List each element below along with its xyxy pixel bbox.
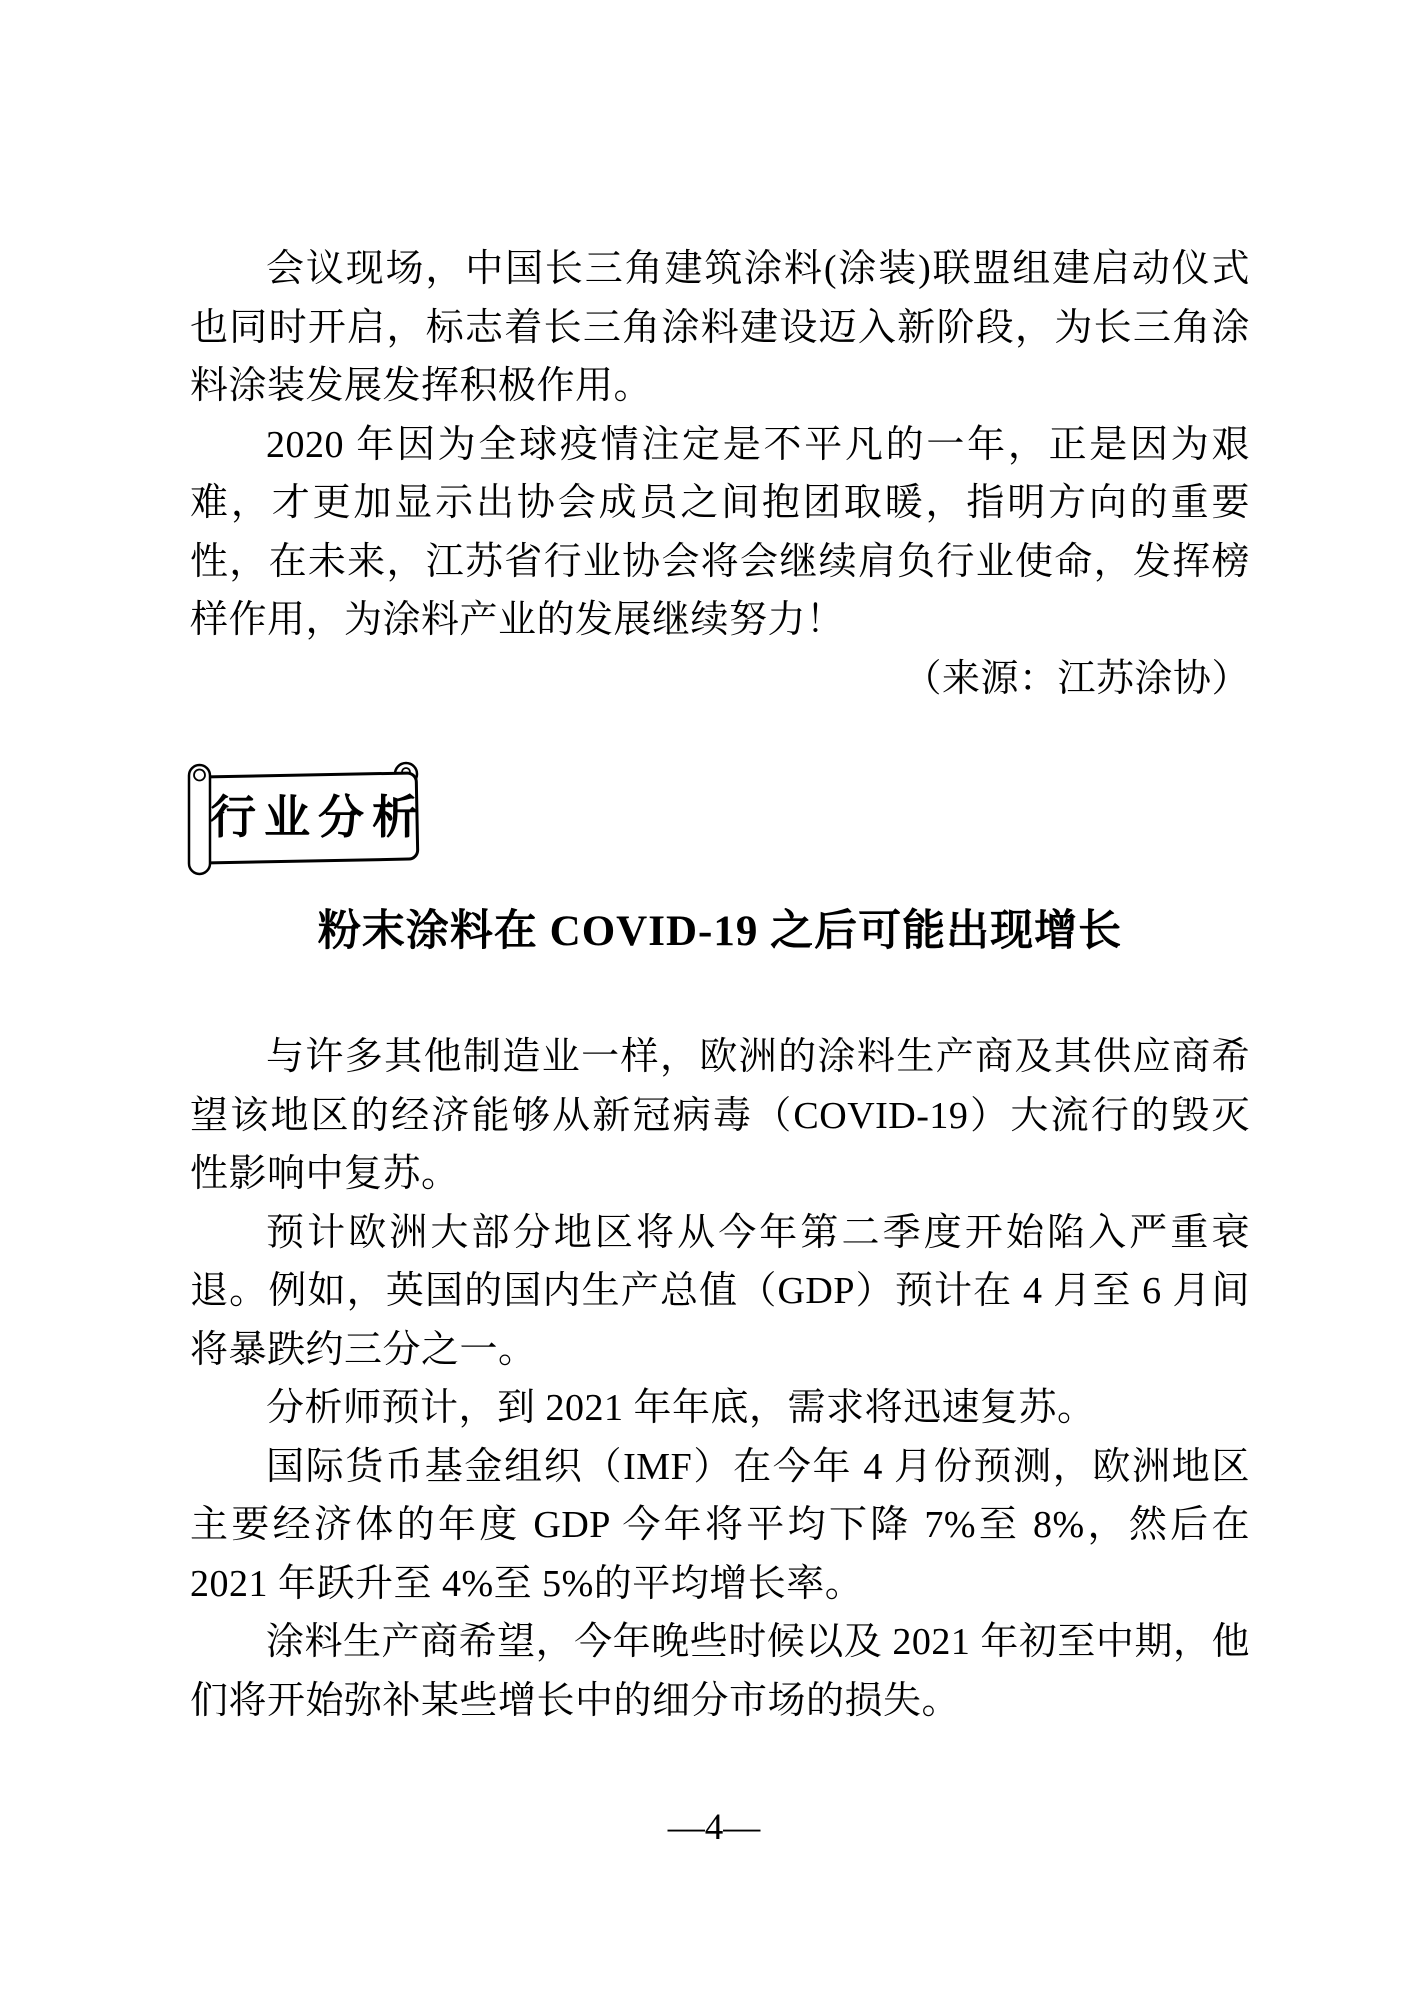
article-paragraph-3: 分析师预计，到 2021 年年底，需求将迅速复苏。 [266,1387,1096,1429]
intro-text-block [190,240,1250,708]
article-paragraph-5: 涂料生产商希望，今年晚些时候以及 2021 年初至中期，他们将开始弥补某些增长中的细分市场的损失。 [190,1621,1250,1722]
source-attribution: （来源：江苏涂协） [903,657,1250,700]
article-paragraph-2: 预计欧洲大部分地区将从今年第二季度开始陷入严重衰退。例如，英国的国内生产总值（GDP）预计在 4 月至 6 月间将暴跌约三分之一。 [190,1211,1250,1371]
article-paragraph-4: 国际货币基金组织（IMF）在今年 4 月份预测，欧洲地区主要经济体的年度 GDP 今年将平均下降 7%至 8%，然后在 2021 年跃升至 4%至 5%的平均增长率。 [190,1445,1250,1605]
article-text-block [190,1028,1250,1730]
banner-label: 行业分析 [210,792,426,843]
article-paragraph-1: 与许多其他制造业一样，欧洲的涂料生产商及其供应商希望该地区的经济能够从新冠病毒（COVID-19）大流行的毁灭性影响中复苏。 [190,1036,1250,1195]
article-title: 粉末涂料在 COVID-19 之后可能出现增长 [317,908,1123,955]
page-number: —4— [667,1807,761,1848]
intro-paragraph-1: 会议现场，中国长三角建筑涂料(涂装)联盟组建启动仪式也同时开启，标志着长三角涂料建设迈入新阶段，为长三角涂料涂装发展发挥积极作用。 [190,248,1250,407]
industry-analysis-banner [184,758,430,882]
intro-paragraph-2: 2020 年因为全球疫情注定是不平凡的一年，正是因为艰难，才更加显示出协会成员之间抱团取暖，指明方向的重要性，在未来，江苏省行业协会将会继续肩负行业使命，发挥榜样作用，为涂料产业的发展继续努力！ [190,423,1250,641]
